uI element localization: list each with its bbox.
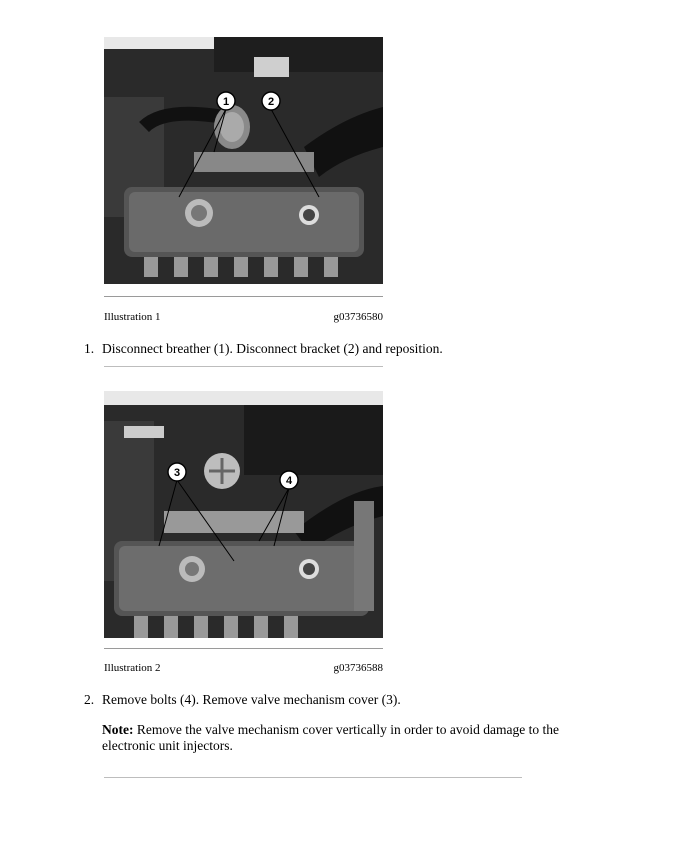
step-1-divider bbox=[104, 366, 383, 367]
step-1-text: Disconnect breather (1). Disconnect bracket (2) and reposition. bbox=[102, 341, 443, 356]
step-2-number: 2. bbox=[84, 692, 95, 707]
illustration-2-divider bbox=[104, 648, 383, 649]
section-end-divider bbox=[104, 777, 522, 778]
step-1 bbox=[84, 341, 443, 357]
step-1-number: 1. bbox=[84, 341, 95, 356]
illustration-1-label: Illustration 1 bbox=[104, 311, 161, 323]
callout-2-label: 2 bbox=[267, 96, 275, 108]
illustration-2-label: Illustration 2 bbox=[104, 662, 161, 674]
illustration-1-photo bbox=[104, 37, 383, 284]
illustration-1-divider bbox=[104, 296, 383, 297]
illustration-1-code: g03736580 bbox=[333, 311, 383, 323]
step-2-text: Remove bolts (4). Remove valve mechanism cover (3). bbox=[102, 692, 401, 707]
step-2 bbox=[84, 692, 401, 708]
note-text: Remove the valve mechanism cover vertically in order to avoid damage to the electronic unit injectors. bbox=[102, 722, 559, 753]
callout-4-label: 4 bbox=[285, 475, 293, 487]
callout-3-label: 3 bbox=[173, 467, 181, 479]
note-paragraph bbox=[102, 722, 582, 754]
callout-1-label: 1 bbox=[222, 96, 230, 108]
note-label: Note: bbox=[102, 722, 134, 737]
illustration-2-photo bbox=[104, 391, 383, 638]
illustration-2-code: g03736588 bbox=[333, 662, 383, 674]
